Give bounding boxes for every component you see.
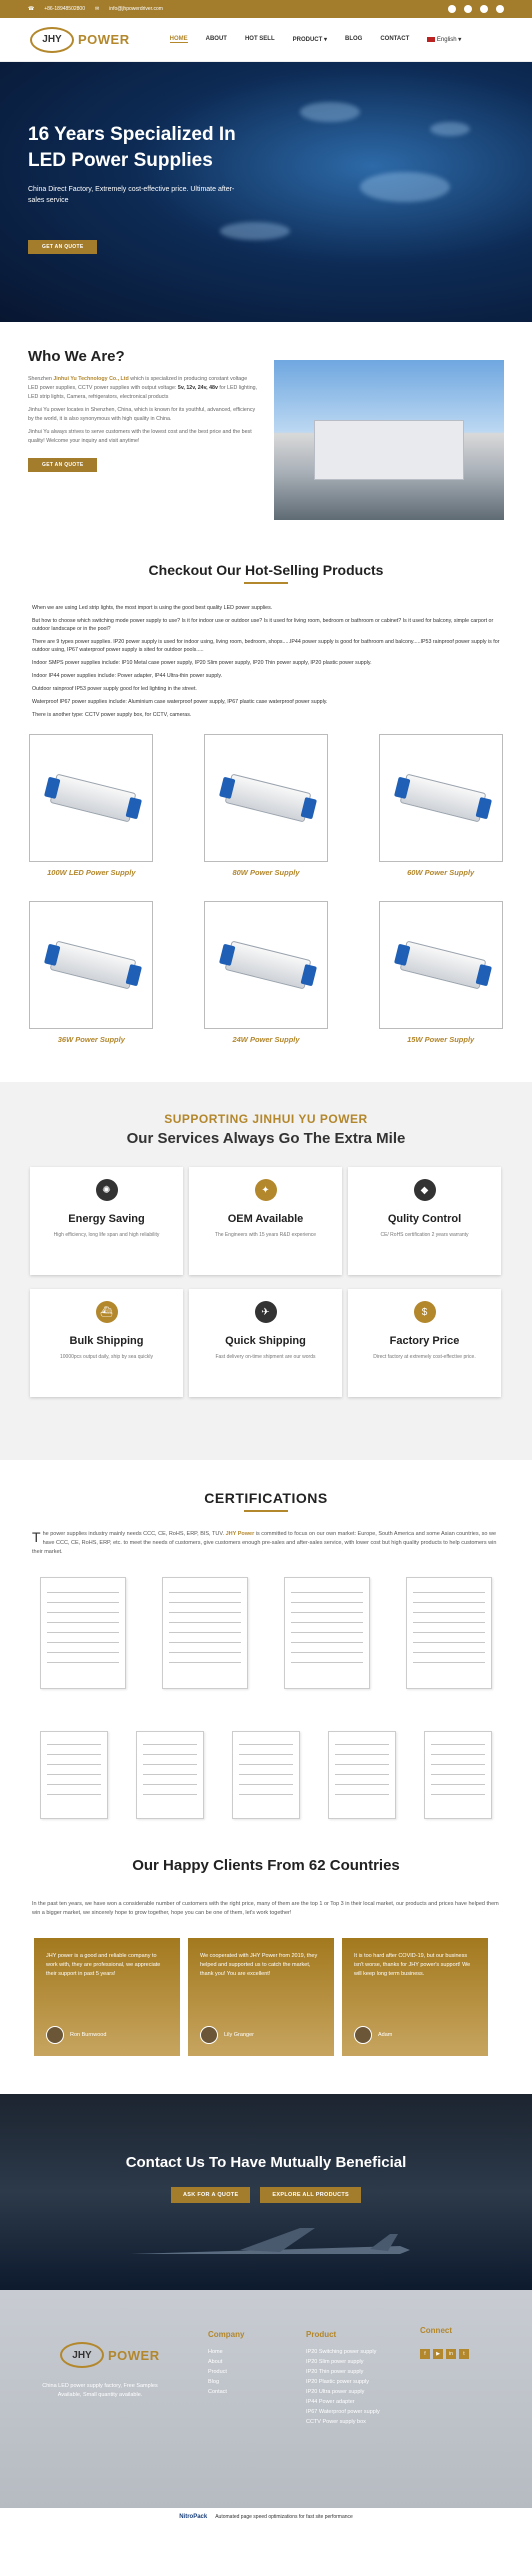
hot-selling-title: Checkout Our Hot-Selling Products [148,562,384,578]
chevron-down-icon: ▾ [323,37,327,43]
nitropack-text: Automated page speed optimizations for fast site performance [215,2514,353,2520]
service-card [30,1167,183,1275]
services-supertitle: SUPPORTING JINHUI YU POWER [164,1112,368,1126]
service-card [348,1289,501,1397]
footer-description: China LED power supply factory, Free Samples Available, Small quantity available. [42,2383,158,2398]
phone-number[interactable]: +86-18948502800 [44,6,85,12]
power-supply-image [225,774,312,823]
voltage-list: 5v, 12v, 24v, 48v [177,385,218,391]
title-underline [244,582,288,584]
about-text: which is specialized in producing constant voltage LED power supplies, CCTV power supplies with output voltage: [28,376,248,391]
about-text: Shenzhen [28,376,54,382]
cert-text: is committed to focus on our own market: Europe, South America and some Asian countries, so we have CCC, CE, RoHS, ERP, etc. to meet the needs of customers, give customers enough pre-sales and after-sales service, with lower cost but high quality products to help customers win their market. [32,1531,497,1555]
hot-paragraph: But how to choose which switching mode power supply to use? Is it for indoor use or outdoor use? Is it used for living room, bedroom or bathroom or cabinet? Is it used for balcony, simple carport or outdoor landscape or in the pool? [32,618,494,632]
logo-mark: JHY [30,27,74,53]
service-text: High efficiency, long life span and high reliability [53,1232,160,1238]
product-image [204,901,328,1029]
email-address[interactable]: info@jhpowerdriver.com [109,6,163,12]
mail-icon: ✉ [94,6,100,12]
testimonial-card [342,1938,488,2056]
service-text: Direct factory at extremely cost-effective price. [373,1354,476,1360]
footer-heading: Company [208,2330,245,2339]
footer-connect-column [420,2326,469,2359]
hero-light [430,122,470,136]
nav-hot-sell[interactable]: HOT SELL [244,36,275,42]
service-text: CE/ RoHS certification 2 years warranty [380,1232,469,1238]
product-name[interactable]: 24W Power Supply [232,1035,300,1044]
certificate-row [0,1731,532,1819]
clients-title: Our Happy Clients From 62 Countries [132,1857,400,1874]
dropcap: T [32,1529,41,1545]
footer-link[interactable]: IP20 Plastic power supply [306,2379,369,2385]
airplane-icon: ✈ [255,1301,277,1323]
top-bar [0,0,532,18]
about-paragraph-1 [28,375,258,402]
product-card[interactable] [373,734,508,877]
bulb-icon: ✺ [96,1179,118,1201]
about-text: for LED lighting, LED strip lights, Camera, refrigerators, electronical products [28,385,258,400]
footer-link[interactable]: CCTV Power supply box [306,2419,366,2425]
main-nav [170,36,462,43]
testimonial-text: It is too hard after COVID-19, but our business isn't worse, thanks for JHY power's support! We will keep long term business. [354,1953,471,1977]
service-text: The Engineers with 15 years R&D experience [214,1232,317,1238]
facebook-icon[interactable]: f [420,2349,430,2359]
certifications-title: CERTIFICATIONS [204,1490,328,1506]
youtube-icon[interactable]: ▶ [433,2349,443,2359]
testimonial-text: JHY power is a good and reliable company to work with, they are professional, we appreciate their support in past 5 years! [46,1953,161,1977]
explore-products-button[interactable]: EXPLORE ALL PRODUCTS [260,2187,361,2203]
contact-title: Contact Us To Have Mutually Beneficial [125,2154,407,2171]
logo-text: POWER [108,2347,160,2363]
hot-intro [32,604,500,719]
footer-link[interactable]: About [208,2359,223,2365]
service-text: Fast delivery on-time shipment are our words [215,1354,316,1360]
service-title: Energy Saving [68,1213,145,1225]
footer-heading: Product [306,2330,337,2339]
nav-product-label: PRODUCT [292,37,323,43]
factory-building [314,420,464,480]
testimonial-card [188,1938,334,2056]
footer-link[interactable]: Product [208,2369,227,2375]
social-links [448,5,504,13]
testimonial-card [34,1938,180,2056]
diamond-icon: ◆ [414,1179,436,1201]
linkedin-icon[interactable]: in [446,2349,456,2359]
power-supply-image [50,774,137,823]
title-underline [244,1510,288,1512]
footer-link[interactable]: IP67 Waterproof power supply [306,2409,380,2415]
footer-link[interactable]: IP20 Switching power supply [306,2349,377,2355]
linkedin-icon[interactable] [480,5,488,13]
product-name[interactable]: 15W Power Supply [407,1035,475,1044]
power-supply-image [399,941,486,990]
hot-paragraph: Waterproof IP67 power supplies include: Aluminium case waterproof power supply, IP67 plastic case waterproof power supply. [32,699,328,705]
about-paragraph-3: Jinhui Yu always strives to serve customers with the lowest cost and the best price and the best quality! Welcome your inquiry and visit anytime! [28,429,252,444]
hero-title: 16 Years Specialized In LED Power Supplies [28,124,236,171]
contact-banner [0,2094,532,2290]
footer-link[interactable]: Blog [208,2379,220,2385]
certificate-document[interactable] [40,1731,108,1819]
service-title: Bulk Shipping [69,1335,144,1347]
product-image [29,734,153,862]
logo-mark: JHY [60,2342,104,2368]
avatar [200,2026,218,2044]
hot-paragraph: There are 9 types power supplies. IP20 power supply is used for indoor using, living room, bedroom, shops.....IP44 power supply is good for bathroom and balcony.....IP53 rainproof power supply is for outdoor using, IP67 waterproof power supply is sited for outdoor pools..... [32,639,500,653]
product-card[interactable] [24,901,159,1044]
product-image [379,734,503,862]
ask-quote-button[interactable]: ASK FOR A QUOTE [171,2187,250,2203]
footer-link[interactable]: IP20 Slim power supply [306,2359,364,2365]
cert-text: he power supplies industry mainly needs CCC, CE, RoHS, ERP, BIS, TUV. [42,1531,226,1537]
phone-icon: ☎ [28,6,35,12]
hot-paragraph: There is another type: CCTV power supply box, for CCTV, cameras. [32,712,192,718]
service-title: Quick Shipping [225,1335,306,1347]
twitter-icon[interactable]: t [459,2349,469,2359]
logo[interactable] [30,27,130,53]
product-card[interactable] [373,901,508,1044]
product-image [379,901,503,1029]
about-paragraph-2: Jinhui Yu power locates in Shenzhen, China, which is known for its youthful, advanced, efficiency by the world, it is also synonymous with high quality in China. [28,407,256,422]
hot-paragraph: Outdoor rainproof IP53 power supply good for led lighting in the street. [32,686,197,692]
chevron-down-icon: ▾ [458,37,462,43]
certificate-document[interactable] [328,1731,396,1819]
footer-company-column [208,2330,244,2397]
service-title: Factory Price [389,1335,460,1347]
hero-light [360,172,450,202]
footer-link[interactable]: IP44 Power adapter [306,2399,355,2405]
footer-link[interactable]: IP20 Thin power supply [306,2369,364,2375]
certificate-document[interactable] [162,1577,248,1689]
product-image [204,734,328,862]
testimonial-text: We cooperated with JHY Power from 2019, they helped and supported us to catch the market, thank you! You are excellent! [200,1953,318,1977]
product-card[interactable] [199,901,334,1044]
power-supply-image [399,774,486,823]
service-card [189,1167,342,1275]
nav-blog[interactable]: BLOG [345,36,363,42]
about-title: Who We Are? [28,348,125,365]
about-section [0,322,532,562]
ship-icon: ⛴ [96,1301,118,1323]
airplane-illustration [120,2224,420,2264]
services-grid [0,1147,532,1397]
price-tag-icon: $ [414,1301,436,1323]
hot-selling-section [0,562,532,719]
language-label: English [436,37,457,43]
certificate-document[interactable] [40,1577,126,1689]
product-image [29,901,153,1029]
hero-quote-button[interactable]: GET AN QUOTE [28,240,97,254]
twitter-icon[interactable] [496,5,504,13]
avatar [46,2026,64,2044]
testimonial-author: Ron Burnwood [70,2032,107,2038]
services-section [0,1082,532,1460]
footer-link[interactable]: IP20 Ultra power supply [306,2389,365,2395]
hot-paragraph: Indoor SMPS power supplies include: IP10 Metal case power supply, IP20 Slim power supply, IP20 Thin power supply, IP20 plastic power supply. [32,660,372,666]
product-card[interactable] [24,734,159,877]
service-card [189,1289,342,1397]
nav-about[interactable]: ABOUT [205,36,227,42]
testimonial-author: Lily Granger [224,2032,254,2038]
product-card[interactable] [199,734,334,877]
site-footer [0,2290,532,2508]
factory-photo [274,360,504,520]
testimonial-author: Adam [378,2032,393,2038]
logo-text: POWER [78,32,130,47]
footer-product-column [306,2330,380,2427]
product-name[interactable]: 80W Power Supply [232,868,300,877]
certificate-document[interactable] [136,1731,204,1819]
language-switcher[interactable] [427,36,461,43]
hot-paragraph: When we are using Led strip lights, the most import is using the good best quality LED power supplies. [32,605,273,611]
certificate-document[interactable] [424,1731,492,1819]
certifications-text [32,1530,500,1557]
nav-contact[interactable]: CONTACT [380,36,410,42]
oem-icon: ✦ [255,1179,277,1201]
youtube-icon[interactable] [464,5,472,13]
nav-product[interactable] [293,36,327,43]
footer-heading: Connect [420,2326,452,2335]
testimonials [32,1938,500,2056]
nav-home[interactable]: HOME [169,36,188,42]
footer-link[interactable]: Home [208,2349,223,2355]
flag-icon [427,37,435,42]
avatar [354,2026,372,2044]
nitropack-logo: NitroPack [179,2514,208,2520]
certificate-document[interactable] [406,1577,492,1689]
product-name[interactable]: 60W Power Supply [407,868,475,877]
service-card [348,1167,501,1275]
company-name: Jinhui Yu Technology Co., Ltd [53,376,129,382]
hero-subtitle: China Direct Factory, Extremely cost-effective price. Ultimate after-sales service [28,186,235,204]
service-title: Qulity Control [387,1213,462,1225]
about-quote-button[interactable]: GET AN QUOTE [28,458,97,472]
certificate-document[interactable] [232,1731,300,1819]
hero-light [300,102,360,122]
nitropack-badge[interactable] [0,2508,532,2526]
footer-logo[interactable] [60,2342,160,2368]
hero-banner [0,62,532,322]
clients-section [0,1819,532,2056]
facebook-icon[interactable] [448,5,456,13]
hot-paragraph: Indoor IP44 power supplies include: Power adapter, IP44 Ultra-thin power supply. [32,673,223,679]
service-title: OEM Available [227,1213,304,1225]
hero-light [220,222,290,240]
certifications-section [0,1460,532,1557]
site-header [0,18,532,62]
power-supply-image [225,941,312,990]
services-title: Our Services Always Go The Extra Mile [126,1130,406,1147]
product-name[interactable]: 100W LED Power Supply [47,868,136,877]
power-supply-image [50,941,137,990]
certificate-row [0,1577,532,1689]
clients-intro: In the past ten years, we have won a considerable number of customers with the right price, many of them are the top 1 or Top 3 in their local market, our products and prices have helped them win a bigger market, we sincerely hope to grow together, hope you can be one of them, let's work together! [32,1901,499,1916]
service-card [30,1289,183,1397]
product-name[interactable]: 36W Power Supply [57,1035,125,1044]
brand-name: JHY Power [225,1531,255,1537]
product-grid [0,724,532,1044]
footer-link[interactable]: Contact [208,2389,227,2395]
certificate-document[interactable] [284,1577,370,1689]
service-text: 10000pcs output daily, ship by sea quickly [59,1354,154,1360]
